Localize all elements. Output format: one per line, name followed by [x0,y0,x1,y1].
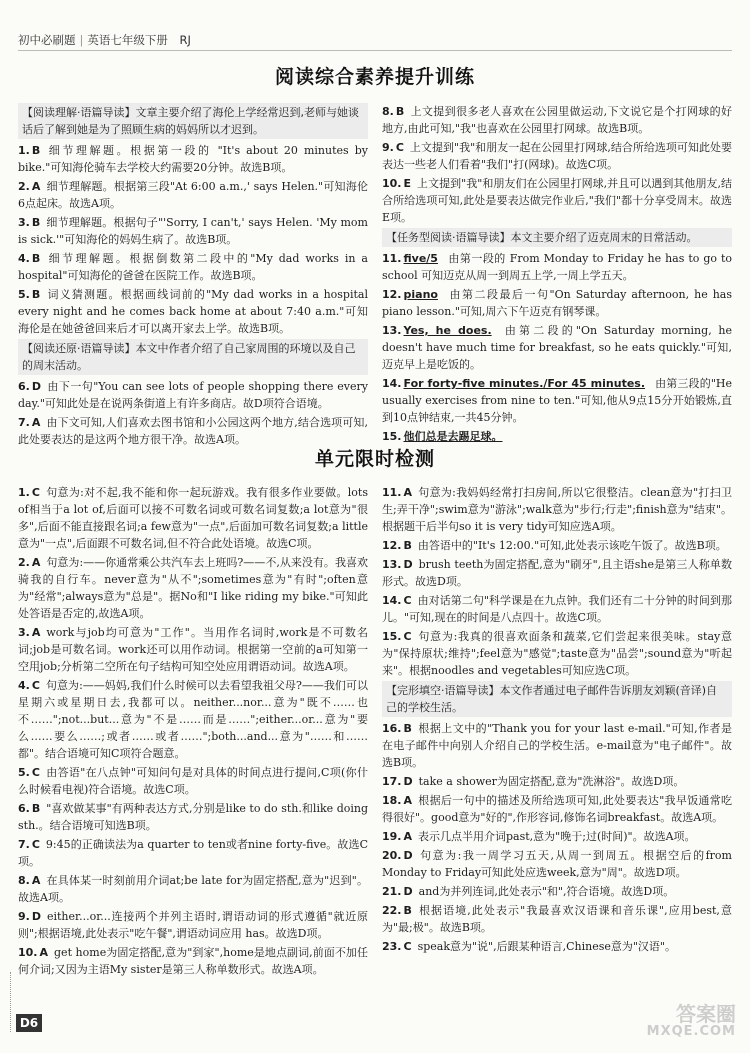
answer-key: A [31,626,41,639]
explanation-text: 细节理解题。根据句子"'Sorry, I can't,' says Helen. 'My mom is sick.'"可知海伦的妈妈生病了。故选B项。 [18,216,368,246]
explanation-text: brush teeth为固定搭配,意为"刷牙",且主语she是第三人称单数形式。故选D项。 [382,558,732,588]
answer-item [382,322,732,373]
explanation-text: speak意为"说",后跟某种语言,Chinese意为"汉语"。 [417,940,676,953]
answer-key: Yes, he does. [403,324,492,337]
explanation-text: take a shower为固定搭配,意为"洗淋浴"。故选D项。 [418,775,685,788]
answer-key: B [395,105,405,118]
header-rule [18,50,732,51]
question-number: 23. [382,940,402,953]
answer-key: C [31,679,40,692]
answer-item [18,142,368,176]
answer-key: B [31,216,41,229]
answer-key: B [31,288,41,301]
series-name: 初中必刷题 [18,33,76,47]
answer-item [382,828,732,845]
question-number: 7. [18,838,30,851]
section-title-reading: 阅读综合素养提升训练 [274,66,475,88]
answer-item [18,286,368,337]
explanation-text: 根据语境,此处表示"我最喜欢汉语课和音乐课",应用best,意为"最;极"。故选B项。 [382,904,732,934]
question-number: 13. [382,324,402,337]
question-number: 12. [382,539,402,552]
answer-key: D [31,910,41,923]
question-number: 6. [18,380,30,393]
answer-item [18,944,368,978]
answer-item [382,556,732,590]
answer-key: D [403,775,413,788]
explanation-text: 句意为:我一周学习五天,从周一到周五。根据空后的from Monday to Friday可知此处应选week,意为"周"。故选D项。 [382,849,732,879]
answer-item [18,250,368,284]
answer-item [18,764,368,798]
question-number: 9. [382,141,394,154]
answer-item [382,428,732,445]
column-bottom-right [382,484,732,957]
question-number: 1. [18,144,30,157]
answer-item [382,792,732,826]
question-number: 17. [382,775,402,788]
explanation-text: 上文提到"我"和朋友们在公园里打网球,并且可以遇到其他朋友,结合所给选项可知,此处是要表达做完作业后,"我们"都十分享受周末。故选E项。 [382,177,732,224]
question-number: 11. [382,252,402,265]
explanation-text: 句意为:我妈妈经常打扫房间,所以它很整洁。clean意为"打扫卫生;弄干净";swim意为"游泳";walk意为"步行;行走";finish意为"结束"。根据题干后半句so it is very tidy可知应选A项。 [382,486,732,533]
question-number: 8. [18,874,30,887]
question-number: 6. [18,802,30,815]
answer-item [382,175,732,226]
book-name: 英语七年级下册 [87,33,168,47]
answer-item [18,178,368,212]
question-number: 8. [382,105,394,118]
answer-key: B [403,904,412,917]
question-number: 3. [18,626,30,639]
question-number: 7. [18,416,30,429]
question-number: 21. [382,885,402,898]
answer-key: E [403,177,412,190]
explanation-text: 由下一句"You can see lots of people shopping there every day."可知此处是在说两条街道上有许多商店。故D项符合语境。 [18,380,368,410]
explanation-text: 词义猜测题。根据画线词前的"My dad works in a hospital every night and he comes back home at about 7:40 a.m."可知海伦是在她爸爸回来后才可以离开家去上学。故选B项。 [18,288,368,335]
edition-label: RJ [179,33,191,47]
explanation-text: 在具体某一时刻前用介词at;be late for为固定搭配,意为"迟到"。故选A项。 [18,874,368,904]
column-bottom-left [18,484,368,980]
page-number-badge: D6 [16,1014,42,1032]
question-number: 1. [18,486,30,499]
answer-key: C [31,486,40,499]
question-number: 5. [18,288,30,301]
answer-item [382,592,732,626]
answer-item [18,484,368,552]
answer-key: piano [403,288,438,301]
explanation-text: 由第一段的 From Monday to Friday he has to go to school 可知迈克从周一到周五上学,一周上学五天。 [382,252,732,282]
question-number: 2. [18,556,30,569]
answer-item [18,800,368,834]
page-header: 初中必刷题 | 英语七年级下册 RJ [18,33,191,47]
explanation-text: 由答语"在八点钟"可知问句是对具体的时间点进行提问,C项(你什么时候看电视)符合语境。故选C项。 [18,766,368,796]
answer-key: A [403,830,413,843]
answer-item [382,902,732,936]
explanation-text: 由下文可知,人们喜欢去图书馆和小公园这两个地方,结合选项可知,此处要表达的是这两个地方很干净。故选A项。 [18,416,368,446]
answer-item [382,720,732,771]
passage-guide: 【完形填空·语篇导读】本文作者通过电子邮件告诉朋友刘颖(音译)自己的学校生活。 [382,681,732,717]
answer-key: C [403,630,412,643]
explanation-text: 9:45的正确读法为a quarter to ten或者nine forty-five。故选C项。 [18,838,368,868]
question-number: 4. [18,252,30,265]
question-number: 15. [382,430,402,443]
watermark-logo [626,1002,736,1045]
answer-key: B [31,802,41,815]
question-number: 10. [18,946,38,959]
answer-key: A [403,486,413,499]
question-number: 15. [382,630,402,643]
answer-key: A [31,180,41,193]
answer-item [382,938,732,955]
answer-item [18,836,368,870]
section-title-unit-test: 单元限时检测 [314,448,435,470]
answer-item [382,250,732,284]
passage-guide: 【阅读还原·语篇导读】本文中作者介绍了自己家周围的环境以及自己的周末活动。 [18,339,368,375]
answer-item [382,628,732,679]
explanation-text: 由对话第二句"科学课是在九点钟。我们还有二十分钟的时间到那儿。"可知,现在的时间是八点四十。故选C项。 [382,594,732,624]
answer-key: A [31,416,41,429]
explanation-text: 细节理解题。根据倒数第二段中的"My dad works in a hospital"可知海伦的爸爸在医院工作。故选B项。 [18,252,368,282]
question-number: 2. [18,180,30,193]
explanation-text: 上文提到"我"和朋友一起在公园里打网球,结合所给选项可知此处要表达一些老人们看着"我们"打(网球)。故选C项。 [382,141,732,171]
answer-item [18,872,368,906]
explanation-text: either...or...连接两个并列主语时,谓语动词的形式遵循"就近原则";根据语境,此处表示"吃午餐",谓语动词应用 has。故选D项。 [18,910,368,940]
answer-key: B [403,722,412,735]
explanation-text: 由第三段的"He usually exercises from nine to ten."可知,他从9点15分开始锻炼,直到10点钟结束,一共45分钟。 [382,377,732,424]
question-number: 3. [18,216,30,229]
answer-item [382,286,732,320]
explanation-text: 表示几点半用介词past,意为"晚于;过(时间)"。故选A项。 [418,830,696,843]
explanation-text: 由答语中的"It's 12:00."可知,此处表示该吃午饭了。故选B项。 [417,539,727,552]
answer-key: D [403,849,413,862]
answer-item [382,103,732,137]
passage-guide: 【阅读理解·语篇导读】文章主要介绍了海伦上学经常迟到,老师与她谈话后了解到她是为了照顾生病的妈妈所以才迟到。 [18,103,368,139]
answer-item [382,883,732,900]
answer-key: For forty-five minutes./For 45 minutes. [403,377,646,390]
explanation-text: 根据后一句中的描述及所给选项可知,此处要表达"我早饭通常吃得很好"。good意为"好的",作形容词,修饰名词breakfast。故选A项。 [382,794,732,824]
explanation-text: 句意为:对不起,我不能和你一起玩游戏。我有很多作业要做。lots of相当于a lot of,后面可以接不可数名词或可数名词复数;a lot意为"很多",后面不能直接跟名词;a few意为"一点",后面加可数名词复数;a little意为"一点",后面跟不可数名词,但不符合此处语境。故选C项。 [18,486,368,550]
question-number: 10. [382,177,402,190]
answer-key: D [403,885,413,898]
explanation-text: and为并列连词,此处表示"和",符合语境。故选D项。 [418,885,675,898]
explanation-text: 根据上文中的"Thank you for your last e-mail."可知,作者是在电子邮件中向别人介绍自己的学校生活。e-mail意为"电子邮件"。故选B项。 [382,722,732,769]
explanation-text: 句意为:我真的很喜欢面条和蔬菜,它们尝起来很美味。stay意为"保持原状;维持";feel意为"感觉";taste意为"品尝";sound意为"听起来"。根据noodles and vegetables可知应选C项。 [382,630,732,677]
answer-key: A [31,874,41,887]
question-number: 19. [382,830,402,843]
explanation-text: "喜欢做某事"有两种表达方式,分别是like to do sth.和like doing sth.。结合语境可知选B项。 [18,802,368,832]
question-number: 16. [382,722,402,735]
explanation-text: 细节理解题。根据第三段"At 6:00 a.m.,' says Helen."可知海伦6点起床。故选A项。 [18,180,368,210]
answer-key: B [31,144,41,157]
explanation-text: get home为固定搭配,意为"到家",home是地点副词,前面不加任何介词;又因为主语My sister是第三人称单数形式。故选A项。 [18,946,368,976]
margin-dots [10,972,13,1032]
answer-key: C [403,940,412,953]
answer-item [18,554,368,622]
explanation-text: 细节理解题。根据第一段的 "It's about 20 minutes by bike."可知海伦骑车去学校大约需要20分钟。故选B项。 [18,144,368,174]
answer-key: B [403,539,412,552]
answer-item [382,537,732,554]
question-number: 20. [382,849,402,862]
watermark-url: MXQE.COM [646,1024,736,1039]
question-number: 14. [382,594,402,607]
column-top-right [382,103,732,447]
question-number: 5. [18,766,30,779]
answer-key: D [31,380,41,393]
answer-item [382,773,732,790]
explanation-text: 由第二段的"On Saturday morning, he doesn't have much time for breakfast, so he eats quickly."可知,迈克早上是吃饭的。 [382,324,732,371]
answer-key: C [31,766,40,779]
answer-item [18,908,368,942]
answer-key: D [403,558,413,571]
question-number: 12. [382,288,402,301]
column-top-left [18,103,368,450]
answer-item [18,677,368,762]
question-number: 14. [382,377,402,390]
question-number: 9. [18,910,30,923]
passage-guide: 【任务型阅读·语篇导读】本文主要介绍了迈克周末的日常活动。 [382,228,732,247]
answer-item [18,414,368,448]
answer-key: A [403,794,413,807]
answer-item [382,375,732,426]
answer-key: A [31,556,41,569]
answer-key: B [31,252,41,265]
question-number: 11. [382,486,402,499]
explanation-text: 句意为:——你通常乘公共汽车去上班吗?——不,从来没有。我喜欢骑我的自行车。never意为"从不";sometimes意为"有时";often意为"经常";always意为"总是"。据No和"I like riding my bike."可知此处答语是否定的,故选A项。 [18,556,368,620]
answer-key: five/5 [403,252,438,265]
question-number: 22. [382,904,402,917]
answer-key: A [39,946,49,959]
answer-key: C [31,838,40,851]
question-number: 4. [18,679,30,692]
explanation-text: 句意为:——妈妈,我们什么时候可以去看望我祖父母?——我们可以星期六或星期日去,我都可以。neither...nor...意为"既不……也不……";not...but...意为"不是……而是……";either...or...意为"要么……要么……;或者……或者……";both...and...意为"……和……都"。结合语境可知C项符合题意。 [18,679,368,760]
answer-item [382,484,732,535]
answer-item [382,847,732,881]
question-number: 18. [382,794,402,807]
answer-key: C [395,141,404,154]
answer-key: 他们总是去踢足球。 [403,430,503,443]
answer-item [382,139,732,173]
answer-item [18,214,368,248]
watermark-text: 答案圈 [676,1002,736,1026]
answer-item [18,624,368,675]
explanation-text: 由第二段最后一句"On Saturday afternoon, he has piano lesson."可知,周六下午迈克有钢琴课。 [382,288,732,318]
answer-item [18,378,368,412]
explanation-text: work与job均可意为"工作"。当用作名词时,work是不可数名词;job是可数名词。work还可以用作动词。根据第一空前的a可知第一空用job;分析第二空所在句子结构可知空处应用谓语动词。故选A项。 [18,626,368,673]
answer-key: C [403,594,412,607]
explanation-text: 上文提到很多老人喜欢在公园里做运动,下文说它是个打网球的好地方,由此可知,"我"也喜欢在公园里打网球。故选B项。 [382,105,732,135]
question-number: 13. [382,558,402,571]
